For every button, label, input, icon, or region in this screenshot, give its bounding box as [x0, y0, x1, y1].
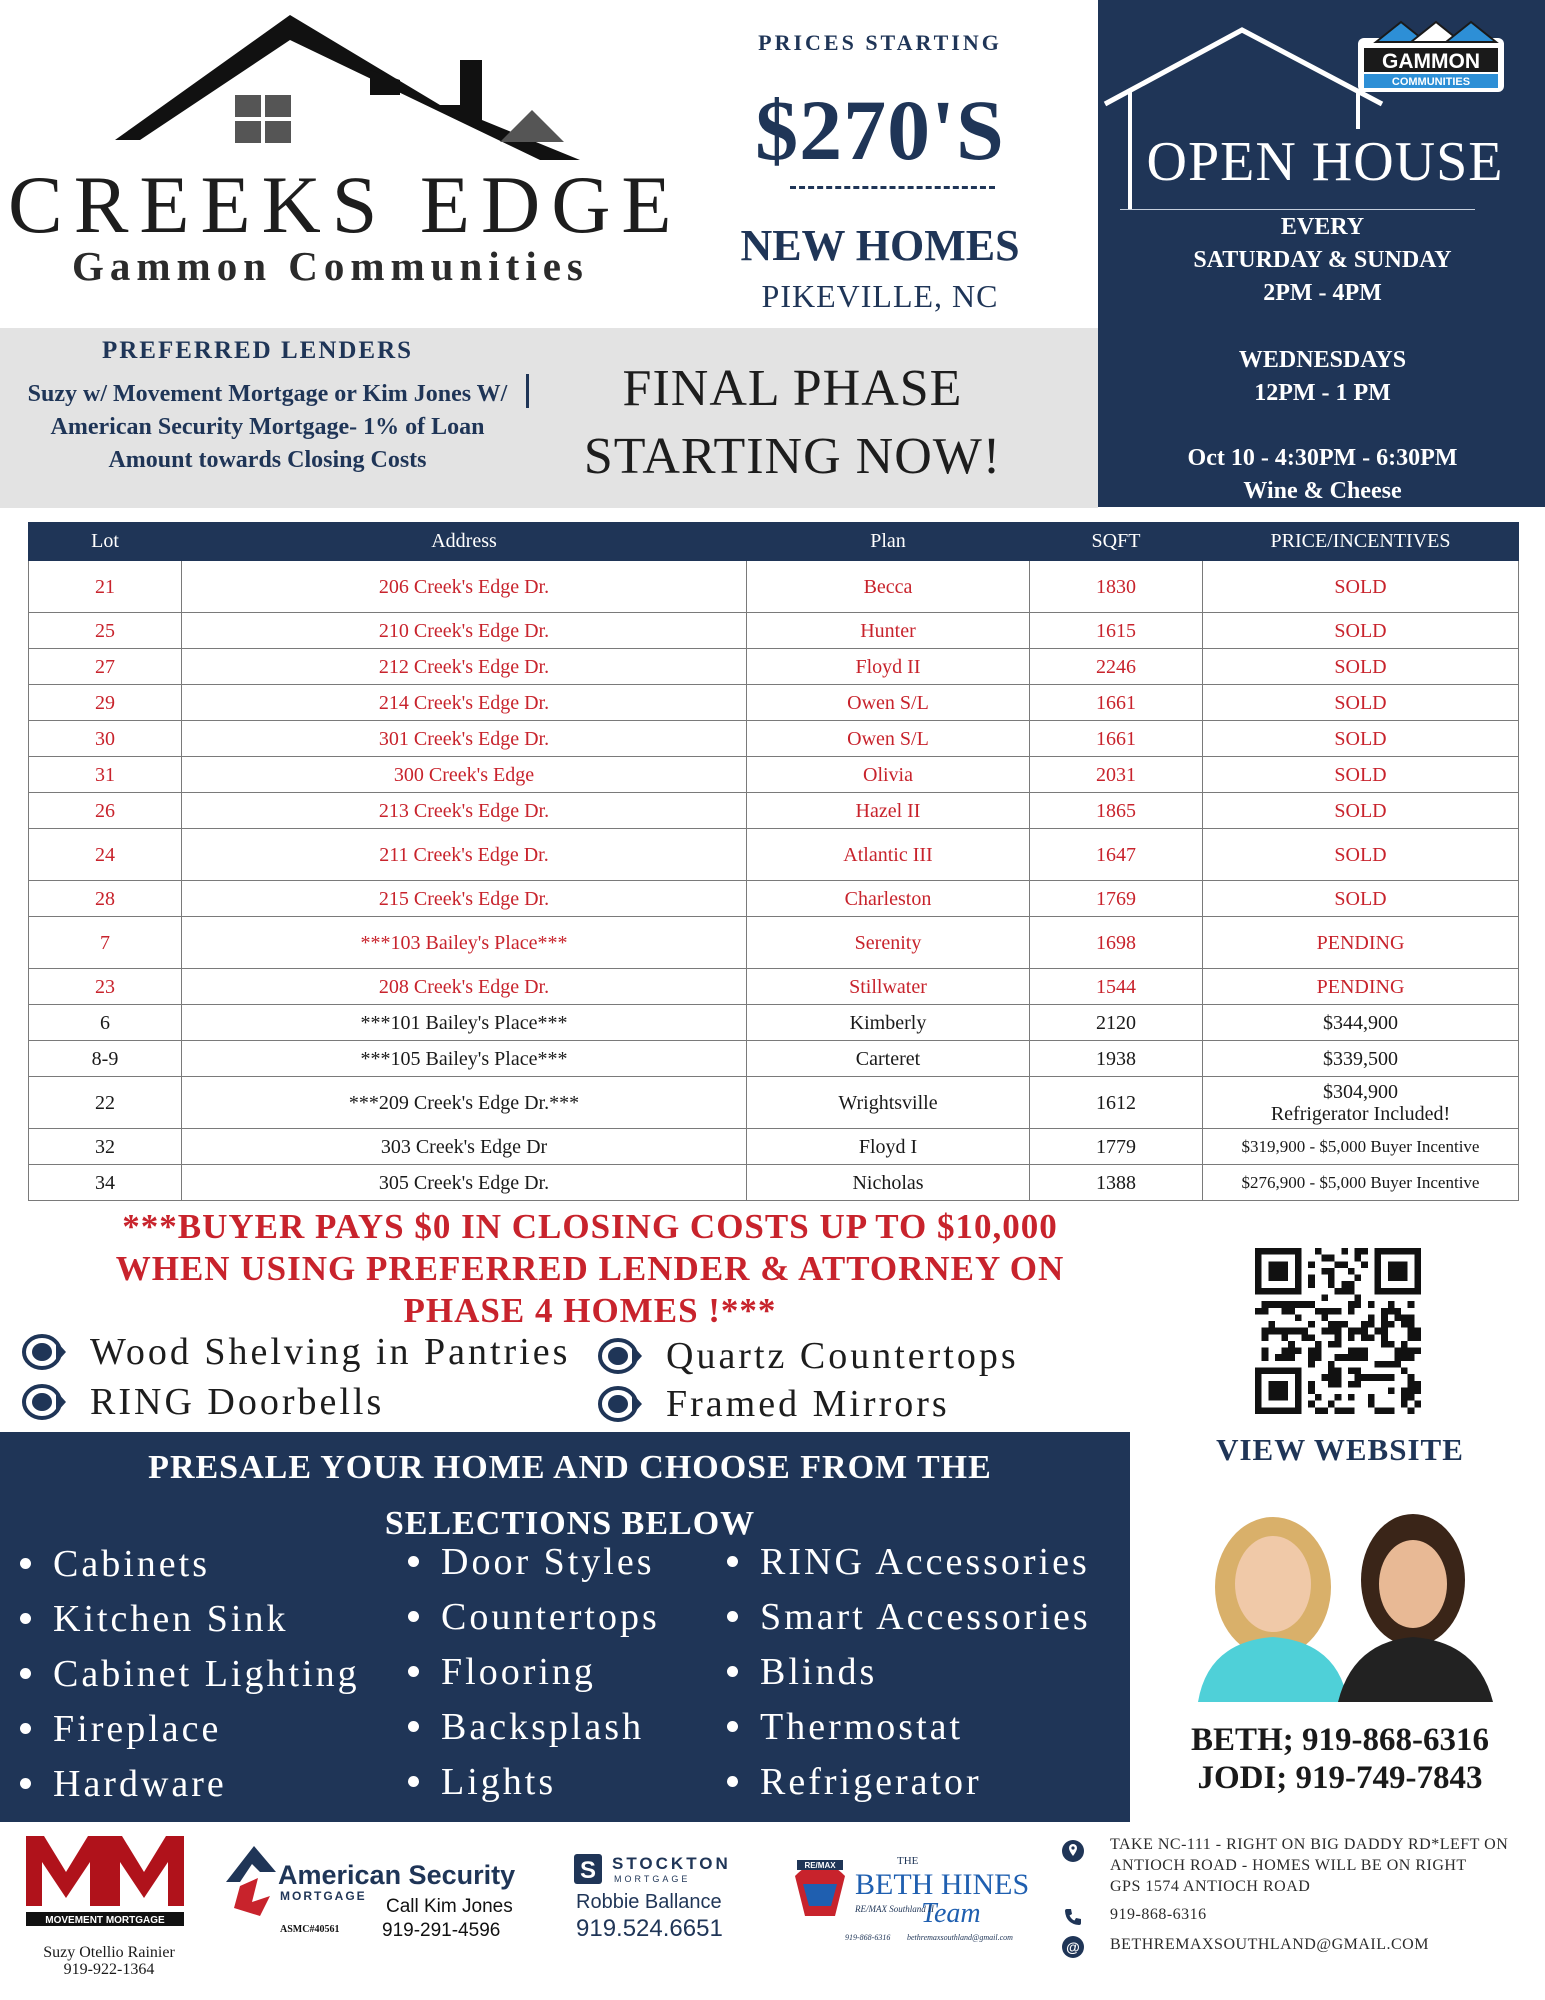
column-header-price: PRICE/INCENTIVES	[1203, 523, 1519, 561]
arrow-bullet-icon	[22, 1383, 66, 1421]
lot-cell: 34	[29, 1165, 182, 1201]
selection-item: Flooring	[408, 1650, 596, 1694]
sqft-cell: 2246	[1030, 649, 1203, 685]
lot-cell: 28	[29, 881, 182, 917]
preferred-lenders-title: PREFERRED LENDERS	[101, 337, 414, 364]
gammon-communities-logo	[1356, 18, 1506, 94]
stockton-name: STOCKTON	[612, 1854, 731, 1873]
lot-cell: 6	[29, 1005, 182, 1041]
price-value: SOLD	[1334, 887, 1387, 910]
starting-price: $270'S	[755, 82, 1005, 178]
column-header-sqft: SQFT	[1030, 523, 1203, 561]
table-row	[29, 1041, 1519, 1077]
footer-email[interactable]: BETHREMAXSOUTHLAND@GMAIL.COM	[1110, 1936, 1429, 1953]
lot-cell: 29	[29, 685, 182, 721]
address-cell: 215 Creek's Edge Dr.	[182, 881, 747, 917]
beth-team-the: THE	[897, 1855, 919, 1867]
plan-cell: Stillwater	[747, 969, 1030, 1005]
feature-item	[22, 1330, 570, 1374]
price-cell	[1203, 721, 1519, 757]
location: PIKEVILLE, NC	[761, 278, 999, 314]
plan-cell: Wrightsville	[747, 1077, 1030, 1129]
sqft-cell: 1612	[1030, 1077, 1203, 1129]
plan-cell: Kimberly	[747, 1005, 1030, 1041]
price-cell	[1203, 881, 1519, 917]
price-value: SOLD	[1334, 619, 1387, 642]
price-divider	[790, 186, 995, 189]
price-value: $276,900 - $5,000 Buyer Incentive	[1241, 1172, 1480, 1192]
table-row	[29, 1129, 1519, 1165]
selection-item: Door Styles	[408, 1540, 655, 1584]
address-cell: 213 Creek's Edge Dr.	[182, 793, 747, 829]
table-row	[29, 829, 1519, 881]
brand-subtitle: Gammon Communities	[72, 243, 589, 289]
feature-item	[22, 1380, 384, 1424]
movement-contact-name: Suzy Otellio Rainier	[43, 1944, 175, 1961]
lot-listing-table	[28, 522, 1519, 1201]
new-homes-heading: NEW HOMES	[740, 221, 1020, 270]
price-cell	[1203, 793, 1519, 829]
address-cell: ***209 Creek's Edge Dr.***	[182, 1077, 747, 1129]
agents-photo	[1178, 1492, 1503, 1702]
preferred-lenders-text: Suzy w/ Movement Mortgage or Kim Jones W/ American Security Mortgage- 1% of Loan Amount towards Closing Costs	[27, 381, 508, 473]
gammon-badge-bottom: COMMUNITIES	[1391, 76, 1471, 88]
open-house-weekend-hours: 2PM - 4PM	[1263, 280, 1382, 306]
column-header-lot: Lot	[29, 523, 182, 561]
phone-icon	[1062, 1906, 1084, 1928]
banner-line3: PHASE 4 HOMES !***	[403, 1291, 777, 1330]
open-house-weekday-hours: 12PM - 1 PM	[1254, 380, 1391, 406]
lot-cell: 30	[29, 721, 182, 757]
price-value: SOLD	[1334, 843, 1387, 866]
feature-label: Framed Mirrors	[666, 1383, 950, 1425]
price-cell	[1203, 969, 1519, 1005]
contact-jodi[interactable]: JODI; 919-749-7843	[1197, 1760, 1483, 1796]
arrow-bullet-icon	[598, 1337, 642, 1375]
sqft-cell: 1698	[1030, 917, 1203, 969]
address-cell: 206 Creek's Edge Dr.	[182, 561, 747, 613]
arrow-bullet-icon	[22, 1333, 66, 1371]
svg-text:@: @	[1066, 1939, 1080, 1955]
price-value: $319,900 - $5,000 Buyer Incentive	[1241, 1136, 1480, 1156]
prices-starting-label: PRICES STARTING	[758, 30, 1002, 55]
price-value: SOLD	[1334, 763, 1387, 786]
mm-logo-text: MOVEMENT MORTGAGE	[45, 1915, 165, 1926]
movement-contact	[14, 1944, 204, 1978]
plan-cell: Owen S/L	[747, 721, 1030, 757]
banner-line1: ***BUYER PAYS $0 IN CLOSING COSTS UP TO $10,000	[122, 1207, 1058, 1246]
lot-cell: 27	[29, 649, 182, 685]
directions	[1110, 1834, 1538, 1897]
sqft-cell: 1388	[1030, 1165, 1203, 1201]
sqft-cell: 1661	[1030, 721, 1203, 757]
price-value: PENDING	[1316, 975, 1405, 998]
price-cell	[1203, 757, 1519, 793]
price-cell	[1203, 1005, 1519, 1041]
table-row	[29, 881, 1519, 917]
final-phase-heading	[555, 355, 1030, 491]
open-house-days: SATURDAY & SUNDAY	[1193, 247, 1452, 273]
plan-cell: Hazel II	[747, 793, 1030, 829]
plan-cell: Floyd II	[747, 649, 1030, 685]
address-cell: ***103 Bailey's Place***	[182, 917, 747, 969]
plan-cell: Serenity	[747, 917, 1030, 969]
selection-item: Refrigerator	[727, 1760, 982, 1804]
address-cell: ***101 Bailey's Place***	[182, 1005, 747, 1041]
selection-item: Cabinets	[20, 1542, 210, 1586]
table-row	[29, 793, 1519, 829]
location-pin-icon	[1062, 1840, 1084, 1862]
price-cell	[1203, 613, 1519, 649]
price-value: $344,900	[1323, 1011, 1398, 1034]
feature-label: Wood Shelving in Pantries	[90, 1331, 571, 1373]
open-house-every: EVERY	[1280, 214, 1365, 240]
lot-cell: 31	[29, 757, 182, 793]
price-cell	[1203, 1041, 1519, 1077]
table-row	[29, 685, 1519, 721]
table-row	[29, 1077, 1519, 1129]
plan-cell: Owen S/L	[747, 685, 1030, 721]
asm-phone: 919-291-4596	[382, 1920, 501, 1941]
asm-sub: MORTGAGE	[280, 1889, 367, 1903]
open-house-divider	[1120, 209, 1475, 210]
selection-item: Thermostat	[727, 1705, 963, 1749]
sqft-cell: 1830	[1030, 561, 1203, 613]
beth-team-email: bethremaxsouthland@gmail.com	[907, 1933, 1013, 1942]
address-cell: 208 Creek's Edge Dr.	[182, 969, 747, 1005]
selection-item: Backsplash	[408, 1705, 644, 1749]
table-row	[29, 613, 1519, 649]
table-body	[29, 561, 1519, 1201]
gps-text: GPS 1574 ANTIOCH ROAD	[1110, 1878, 1311, 1895]
address-cell: 210 Creek's Edge Dr.	[182, 613, 747, 649]
sqft-cell: 1647	[1030, 829, 1203, 881]
beth-team-name: BETH HINES	[855, 1868, 1030, 1901]
svg-text:S: S	[579, 1857, 597, 1884]
plan-cell: Nicholas	[747, 1165, 1030, 1201]
final-phase-line1: FINAL PHASE	[622, 360, 963, 417]
address-cell: 300 Creek's Edge	[182, 757, 747, 793]
table-row	[29, 1165, 1519, 1201]
selection-item: Cabinet Lighting	[20, 1652, 360, 1696]
price-value: SOLD	[1334, 799, 1387, 822]
lot-cell: 7	[29, 917, 182, 969]
price-value: $339,500	[1323, 1047, 1398, 1070]
table-header-row	[29, 523, 1519, 561]
asm-contact: Call Kim Jones	[386, 1896, 513, 1917]
price-value: SOLD	[1334, 655, 1387, 678]
lot-cell: 32	[29, 1129, 182, 1165]
address-cell: ***105 Bailey's Place***	[182, 1041, 747, 1077]
sqft-cell: 1615	[1030, 613, 1203, 649]
movement-mortgage-logo	[26, 1836, 184, 1928]
plan-cell: Charleston	[747, 881, 1030, 917]
email-icon	[1062, 1936, 1084, 1958]
lot-cell: 26	[29, 793, 182, 829]
plan-cell: Hunter	[747, 613, 1030, 649]
stockton-mortgage-logo	[572, 1852, 762, 1942]
stockton-person: Robbie Ballance	[576, 1891, 722, 1913]
closing-cost-banner	[90, 1206, 1090, 1332]
lot-cell: 22	[29, 1077, 182, 1129]
price-cell	[1203, 1129, 1519, 1165]
table-row	[29, 721, 1519, 757]
house-roof-logo	[20, 10, 700, 160]
plan-cell: Olivia	[747, 757, 1030, 793]
price-value: PENDING	[1316, 931, 1405, 954]
table-row	[29, 757, 1519, 793]
movement-contact-phone: 919-922-1364	[63, 1961, 155, 1978]
beth-hines-team-logo	[785, 1850, 1045, 1948]
band-separator	[526, 374, 529, 408]
feature-label: Quartz Countertops	[666, 1335, 1019, 1377]
price-cell	[1203, 1077, 1519, 1129]
asm-nmls: ASMC#40561	[280, 1924, 340, 1935]
event-name: Wine & Cheese	[1243, 478, 1402, 504]
price-cell	[1203, 649, 1519, 685]
table-row	[29, 917, 1519, 969]
feature-item	[598, 1334, 1019, 1378]
selection-item: Kitchen Sink	[20, 1597, 288, 1641]
address-cell: 214 Creek's Edge Dr.	[182, 685, 747, 721]
lot-cell: 24	[29, 829, 182, 881]
view-website-label[interactable]: VIEW WEBSITE	[1216, 1432, 1464, 1467]
column-header-address: Address	[182, 523, 747, 561]
american-security-logo	[222, 1842, 532, 1942]
column-header-plan: Plan	[747, 523, 1030, 561]
sqft-cell: 1661	[1030, 685, 1203, 721]
address-cell: 212 Creek's Edge Dr.	[182, 649, 747, 685]
price-value: SOLD	[1334, 727, 1387, 750]
beth-team-word: Team	[921, 1898, 981, 1929]
table-row	[29, 969, 1519, 1005]
plan-cell: Becca	[747, 561, 1030, 613]
price-value: SOLD	[1334, 575, 1387, 598]
plan-cell: Floyd I	[747, 1129, 1030, 1165]
feature-item	[598, 1382, 950, 1426]
price-cell	[1203, 685, 1519, 721]
sqft-cell: 1938	[1030, 1041, 1203, 1077]
contact-beth[interactable]: BETH; 919-868-6316	[1191, 1722, 1489, 1758]
price-cell	[1203, 561, 1519, 613]
lot-cell: 23	[29, 969, 182, 1005]
footer-phone[interactable]: 919-868-6316	[1110, 1906, 1207, 1923]
price-value: SOLD	[1334, 691, 1387, 714]
open-house-title: OPEN HOUSE	[1146, 131, 1504, 193]
selection-item: RING Accessories	[727, 1540, 1090, 1584]
selection-item: Lights	[408, 1760, 556, 1804]
gammon-badge-top: GAMMON	[1382, 50, 1480, 73]
sqft-cell: 1779	[1030, 1129, 1203, 1165]
website-qr-code[interactable]	[1255, 1248, 1421, 1414]
selection-item: Smart Accessories	[727, 1595, 1091, 1639]
table-row	[29, 1005, 1519, 1041]
sqft-cell: 1865	[1030, 793, 1203, 829]
address-cell: 303 Creek's Edge Dr	[182, 1129, 747, 1165]
stockton-phone: 919.524.6651	[576, 1915, 723, 1942]
table-row	[29, 649, 1519, 685]
open-house-weekday: WEDNESDAYS	[1238, 347, 1407, 373]
sqft-cell: 2120	[1030, 1005, 1203, 1041]
lot-cell: 21	[29, 561, 182, 613]
banner-line2: WHEN USING PREFERRED LENDER & ATTORNEY ON	[115, 1249, 1065, 1288]
sqft-cell: 1769	[1030, 881, 1203, 917]
price-value: $304,900	[1323, 1080, 1398, 1103]
price-cell	[1203, 917, 1519, 969]
remax-badge: RE/MAX	[804, 1861, 836, 1870]
sqft-cell: 1544	[1030, 969, 1203, 1005]
plan-cell: Carteret	[747, 1041, 1030, 1077]
price-note: Refrigerator Included!	[1270, 1102, 1451, 1125]
selection-item: Hardware	[20, 1762, 227, 1806]
presale-title-line1: PRESALE YOUR HOME AND CHOOSE FROM THE	[148, 1449, 992, 1486]
address-cell: 211 Creek's Edge Dr.	[182, 829, 747, 881]
address-cell: 301 Creek's Edge Dr.	[182, 721, 747, 757]
event-date: Oct 10 - 4:30PM - 6:30PM	[1187, 445, 1458, 471]
stockton-sub: MORTGAGE	[614, 1874, 691, 1884]
brand-name: CREEKS EDGE	[8, 159, 683, 250]
plan-cell: Atlantic III	[747, 829, 1030, 881]
beth-team-phone: 919-868-6316	[845, 1933, 891, 1942]
final-phase-line2: STARTING NOW!	[583, 428, 1002, 485]
selection-item: Fireplace	[20, 1707, 221, 1751]
selection-item: Countertops	[408, 1595, 660, 1639]
lot-cell: 25	[29, 613, 182, 649]
address-cell: 305 Creek's Edge Dr.	[182, 1165, 747, 1201]
lot-cell: 8-9	[29, 1041, 182, 1077]
asm-name: American Security	[278, 1860, 516, 1890]
arrow-bullet-icon	[598, 1385, 642, 1423]
selection-item: Blinds	[727, 1650, 877, 1694]
sqft-cell: 2031	[1030, 757, 1203, 793]
beth-team-office: RE/MAX Southland II	[855, 1904, 934, 1914]
presale-title-line2: SELECTIONS BELOW	[384, 1505, 756, 1542]
price-cell	[1203, 829, 1519, 881]
presale-title	[40, 1440, 1100, 1552]
directions-text: TAKE NC-111 - RIGHT ON BIG DADDY RD*LEFT ON ANTIOCH ROAD - HOMES WILL BE ON RIGHT	[1110, 1836, 1509, 1874]
price-cell	[1203, 1165, 1519, 1201]
table-row	[29, 561, 1519, 613]
feature-label: RING Doorbells	[90, 1381, 385, 1423]
